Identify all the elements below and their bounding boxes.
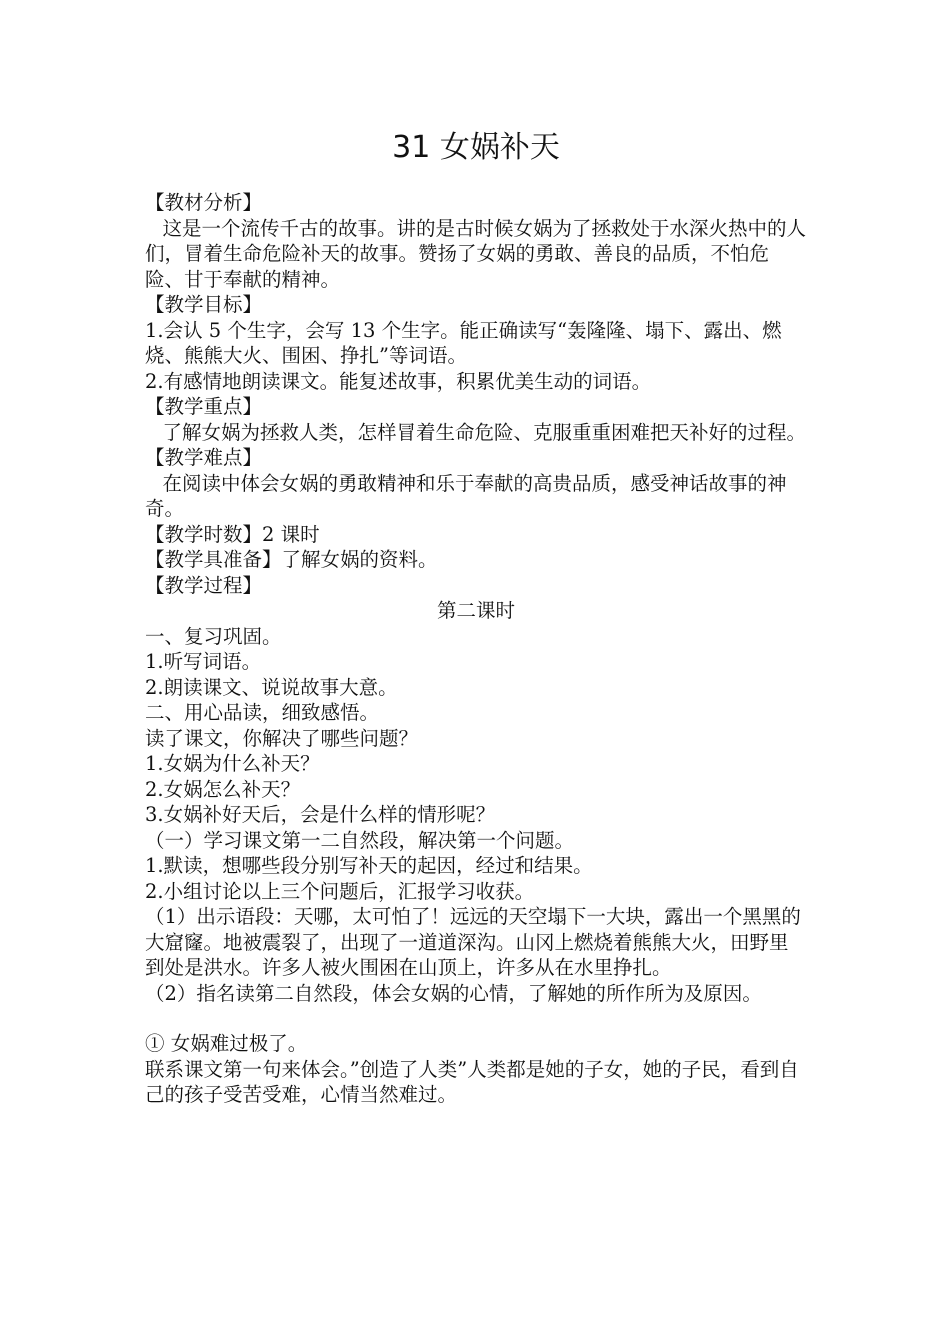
paragraph-instruction: （2）指名读第二自然段，体会女娲的心情，了解她的所作所为及原因。 (145, 981, 762, 1005)
list-item-goal-1: 1.会认 5 个生字，会写 13 个生字。能正确读写“轰隆隆、塌下、露出、燃烧、熊熊大火、围困、挣扎”等词语。 (145, 318, 782, 367)
sub-heading-part-1: （一）学习课文第一二自然段，解决第一个问题。 (145, 828, 575, 852)
paragraph-questions-intro: 读了课文，你解决了哪些问题？ (145, 726, 419, 750)
list-item-review-2: 2.朗读课文、说说故事大意。 (145, 675, 398, 699)
list-item-activity-1: 1.默读，想哪些段分别写补天的起因，经过和结果。 (145, 854, 593, 877)
paragraph-material-analysis: 这是一个流传千古的故事。讲的是古时候女娲为了拯救处于水深火热中的人们，冒着生命危险补天的故事。赞扬了女娲的勇敢、善良的品质，不怕危险、甘于奉献的精神。 (145, 216, 807, 291)
section-heading-key-points: 【教学重点】 (145, 395, 263, 418)
step-heading-reading: 二、用心品读，细致感悟。 (145, 701, 380, 724)
document-page (145, 128, 807, 1108)
section-heading-teaching-process: 【教学过程】 (145, 573, 263, 597)
section-heading-teaching-goals: 【教学目标】 (145, 293, 263, 316)
list-item-activity-2: 2.小组讨论以上三个问题后，汇报学习收获。 (145, 879, 535, 903)
paragraph-excerpt: （1）出示语段：天哪，太可怕了！远远的天空塌下一大块，露出一个黑黑的大窟窿。地被震裂了，出现了一道道深沟。山冈上燃烧着熊熊大火，田野里到处是洪水。许多人被火围困在山顶上，许多从在水里挣扎。 (145, 905, 801, 979)
list-item-goal-2: 2.有感情地朗读课文。能复述故事，积累优美生动的词语。 (145, 369, 652, 393)
list-item-question-2: 2.女娲怎么补天？ (145, 777, 301, 801)
list-item-review-1: 1.听写词语。 (145, 650, 262, 673)
list-item-question-1: 1.女娲为什么补天？ (145, 752, 320, 775)
section-heading-class-hours: 【教学时数】2 课时 (145, 522, 320, 546)
lesson-subtitle: 第二课时 (436, 599, 515, 622)
paragraph-key-points: 了解女娲为拯救人类，怎样冒着生命危险、克服重重困难把天补好的过程。 (162, 420, 807, 444)
document-title: 31 女娲补天 (392, 130, 560, 165)
paragraph-difficulties: 在阅读中体会女娲的勇敢精神和乐于奉献的高贵品质，感受神话故事的神奇。 (145, 471, 787, 520)
list-item-question-3: 3.女娲补好天后，会是什么样的情形呢？ (145, 803, 496, 826)
step-heading-review: 一、复习巩固。 (145, 624, 282, 648)
list-item-point-1: ① 女娲难过极了。 (145, 1032, 308, 1055)
blank-spacer (145, 1006, 807, 1031)
section-heading-preparation: 【教学具准备】了解女娲的资料。 (145, 548, 438, 571)
paragraph-explanation: 联系课文第一句来体会。”创造了人类”人类都是她的子女，她的子民，看到自己的孩子受苦受难，心情当然难过。 (145, 1057, 799, 1106)
section-heading-material-analysis: 【教材分析】 (145, 191, 263, 214)
section-heading-difficulties: 【教学难点】 (145, 446, 263, 469)
